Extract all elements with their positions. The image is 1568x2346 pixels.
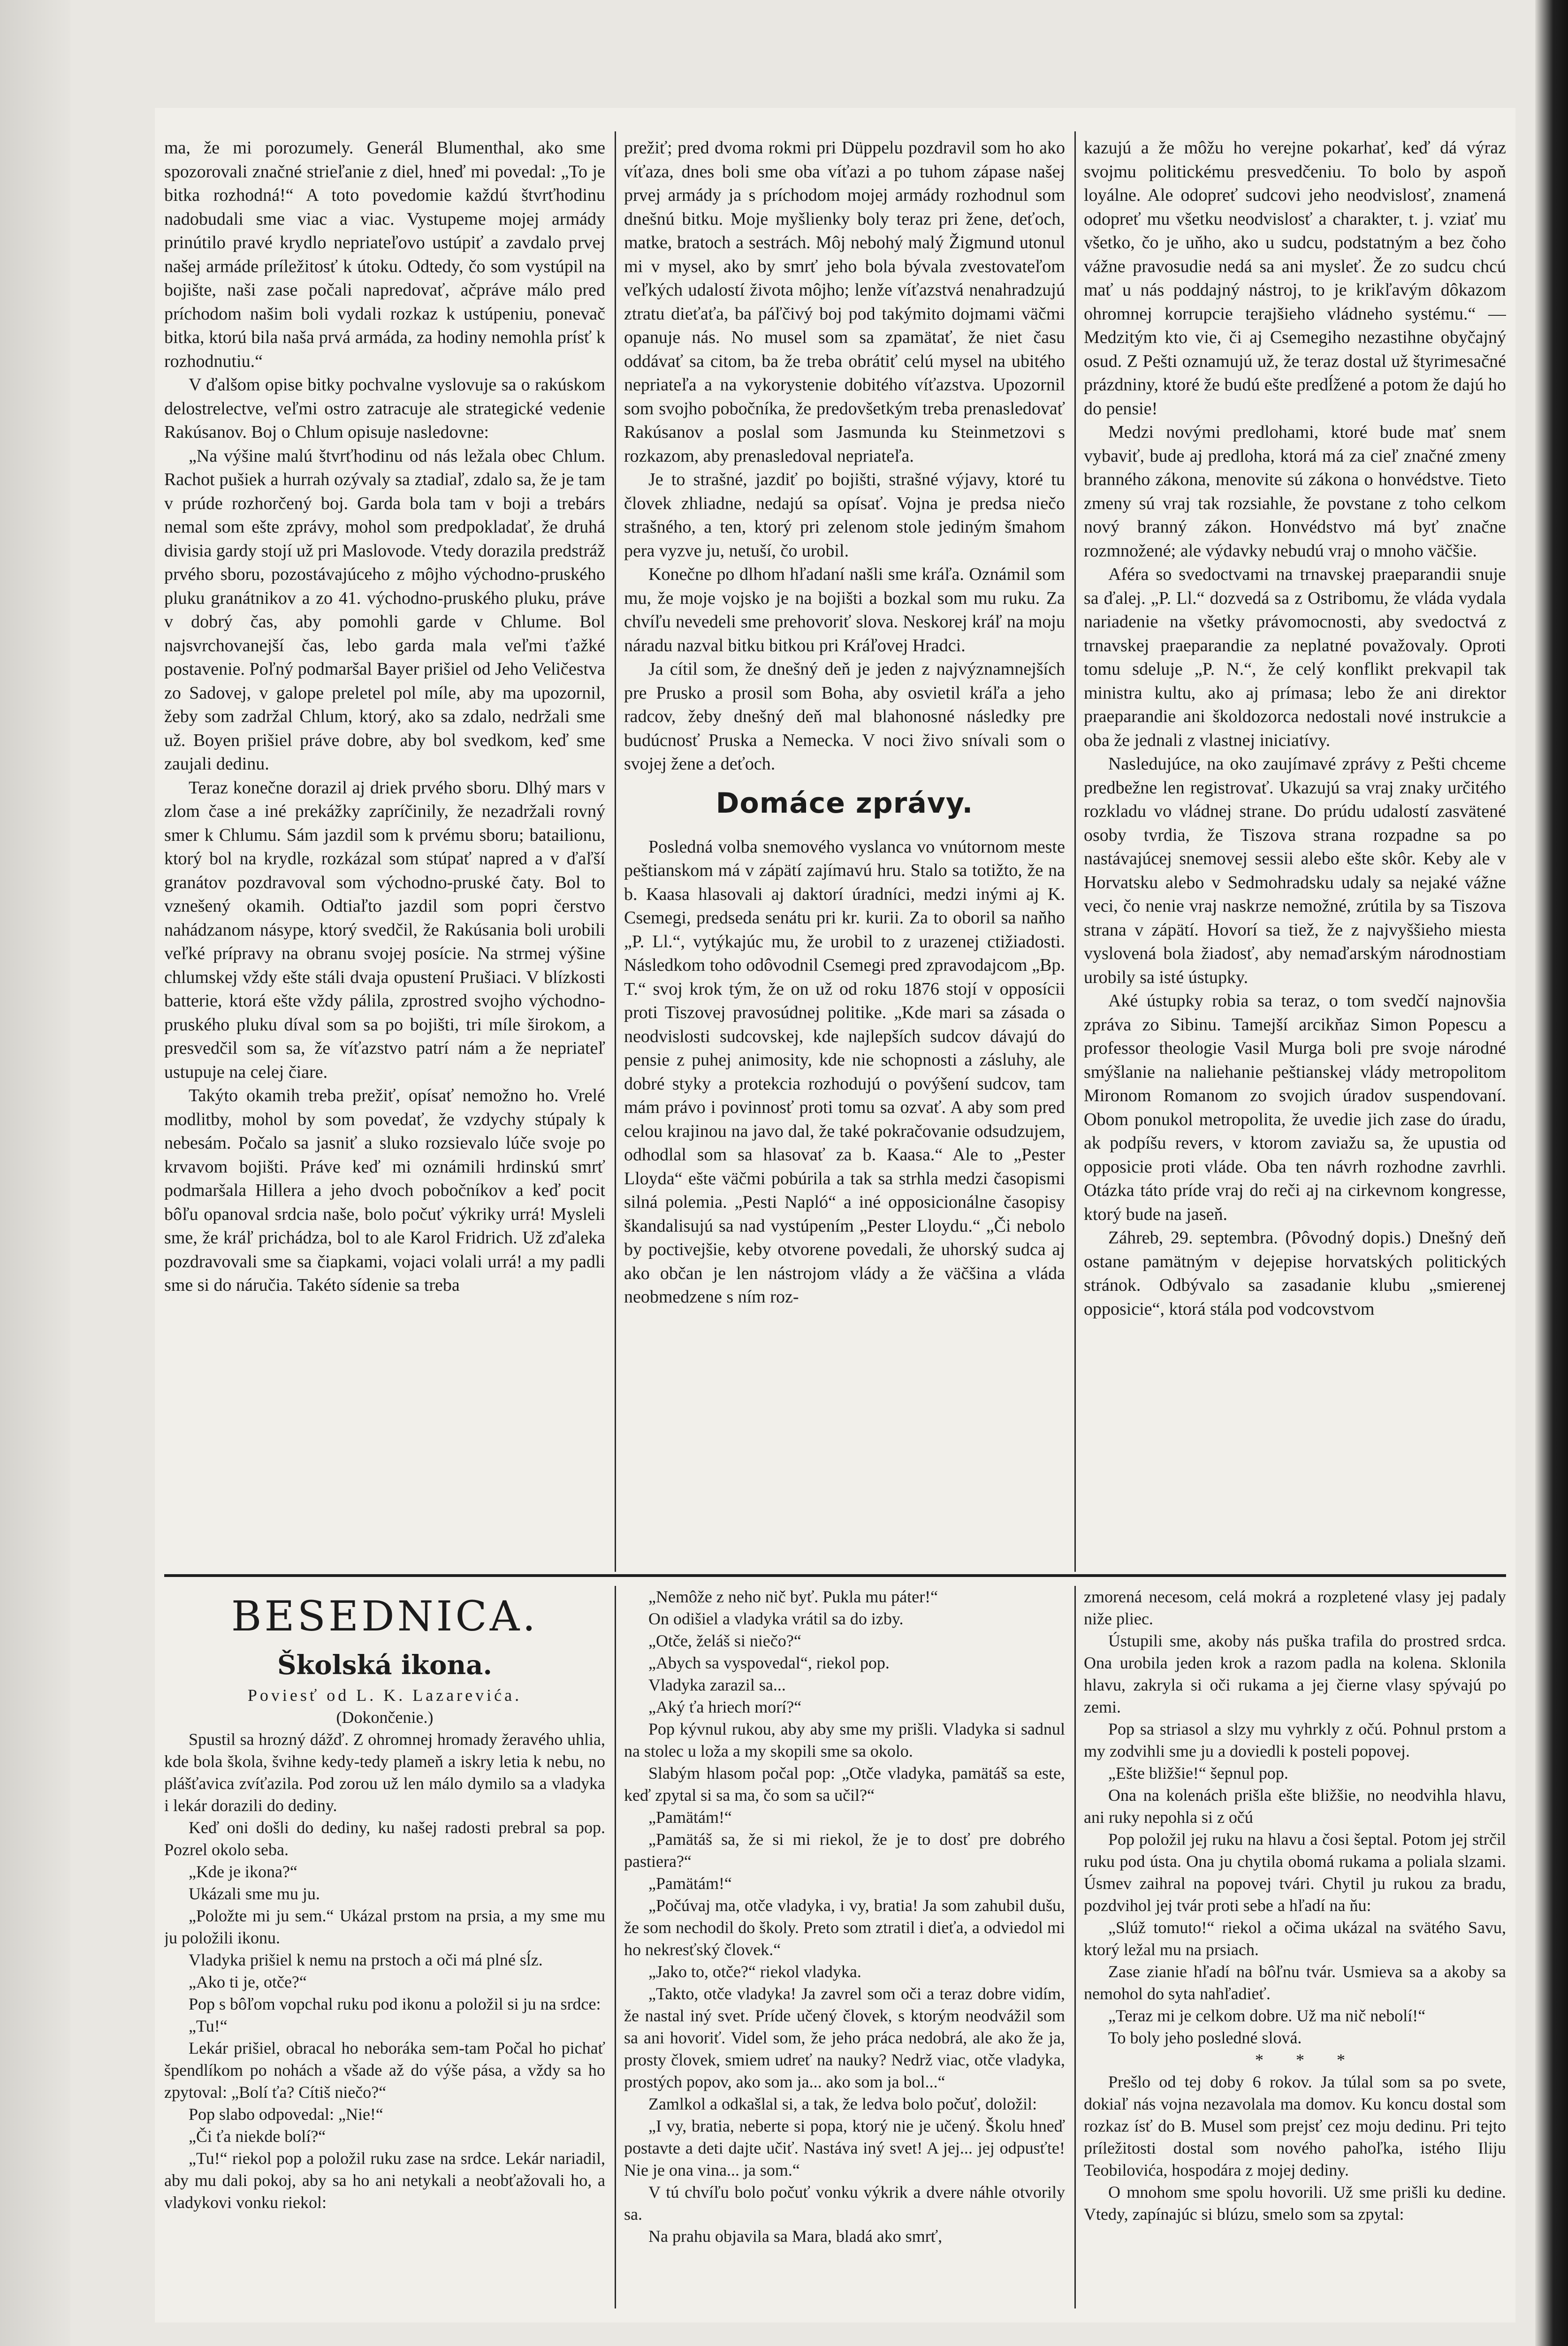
besednica-col2-paragraph: „Aký ťa hriech morí?“ xyxy=(648,1698,802,1716)
besednica-col1-paragraph: Spustil sa hrozný dážď. Z ohromnej hromady žeravého uhlia, kde bola škola, švihne kedy-tedy plameň a iskry letia k nebu, no plášťavica zvíťazila. Pod zorou už len málo dymilo sa a vladyka i lekár dorazili do dediny. xyxy=(164,1730,605,1815)
besednica-col1-paragraph: Ukázali sme mu ju. xyxy=(189,1884,320,1903)
besednica-col3-paragraph: „Teraz mi je celkom dobre. Už ma nič nebolí!“ xyxy=(1108,2006,1426,2025)
besednica-col1-paragraph: Pop s bôľom vopchal ruku pod ikonu a položil si ju na srdce: xyxy=(189,1995,601,2013)
besednica-column-3 xyxy=(1084,1586,1506,2308)
besednica-title: BESEDNICA. xyxy=(231,1592,539,1640)
upper-col3-paragraph: kazujú a že môžu ho verejne pokarhať, keď dá výraz svojmu politickému presvedčeniu. To bolo by aspoň loyálne. Ale odopreť sudcovi jeho neodvislosť, znamená odopreť mu všetku neodvislosť a charakter, t. j. vziať mu všetko, čo je uňho, ako u sudcu, podstatným a bez čoho vážne pravosudie nedá sa ani mysleť. Že zo sudcu chcú mať u nás poddajný nástroj, to je krikľavým dôkazom ohromnej korrupcie terajšieho vládneho systému.“ — Medzitým kto vie, či aj Csemegiho nezastihne obyčajný osud. Z Pešti oznamujú už, že teraz dostal už štyrimesačné prázdniny, ktoré že budú ešte predĺžené a potom že dajú ho do pensie! xyxy=(1084,138,1506,419)
besednica-column-2 xyxy=(624,1586,1065,2308)
upper-col1-paragraph: Teraz konečne dorazil aj driek prvého sboru. Dlhý mars v zlom čase a iné prekážky zapríčinily, že nezadržali rovný smer k Chlumu. Sám jazdil som k prvému sboru; batailionu, ktorý bol na krydle, rozkázal som stúpať napred a v ďaľší granátov pozdravoval som východno-pruské čaty. Bol to vznešený okamih. Odtiaľto jazdil som popri čerstvo nahádzanom násype, ktorý svedčil, že Rakúsania boli urobili veľké prípravy na obranu svojej posície. Na strmej výšine chlumskej vždy ešte stáli dvaja opustení Prušiaci. V blízkosti batterie, ktorá ešte vždy pálila, zprostred svojho východno-pruského pluku díval som sa po bojišti, tri míle širokom, a presvedčil som sa, že víťazstvo patrí nám a že nepriateľ ustupuje na celej čiare. xyxy=(164,777,605,1082)
besednica-col2-paragraph: V tú chvíľu bolo počuť vonku výkrik a dvere náhle otvorily sa. xyxy=(624,2183,1065,2224)
besednica-col3-paragraph: Ústupili sme, akoby nás puška trafila do prostred srdca. Ona urobila jeden krok a razom padla na kolena. Sklonila hlavu, zakryla si oči rukama a jej čierne vlasy spývajú po zemi. xyxy=(1084,1631,1506,1716)
newspaper-page xyxy=(155,108,1515,2323)
besednica-col1-paragraph: Keď oni došli do dediny, ku našej radosti prebral sa pop. Pozrel okolo seba. xyxy=(164,1818,605,1859)
besednica-col2-paragraph: „Nemôže z neho nič byť. Pukla mu páter!“ xyxy=(648,1587,938,1606)
besednica-col3-paragraph: Pop položil jej ruku na hlavu a čosi šeptal. Potom jej strčil ruku pod ústa. Ona ju chytila obomá rukama a polialа slzami. Úsmev zaihral na popovej tvári. Chytil ju rukou za bradu, pozdvihol jej tvár proti sebe a hľadí na ňu: xyxy=(1084,1830,1506,1915)
story-subtitle: (Dokončenie.) xyxy=(336,1708,434,1727)
besednica-col2-paragraph: On odišiel a vladyka vrátil sa do izby. xyxy=(648,1609,904,1628)
besednica-col3-paragraph: Prešlo od tej doby 6 rokov. Ja túlal som sa po svete, dokiaľ nás vojna nezavolala ma domov. Ku koncu dostal som rozkaz ísť do B. Musel som prejsť cez moju dedinu. Pri tejto príležitosti dostal som nového pahoľka, istého Iliju Teobilovića, hospodára z mojej dediny. xyxy=(1084,2072,1506,2179)
besednica-col1-paragraph: „Či ťa niekde bolí?“ xyxy=(189,2127,326,2146)
besednica-col2-paragraph: „Jako to, otče?“ riekol vladyka. xyxy=(648,1962,861,1981)
upper-column-3 xyxy=(1084,136,1506,1567)
besednica-col3-paragraph: „Slúž tomuto!“ riekol a očima ukázal na svätého Savu, ktorý ležal mu na prsiach. xyxy=(1084,1918,1506,1959)
upper-col2-paragraph: Posledná volba snemového vyslanca vo vnútornom meste peštianskom má v zápätí zajímavú hru. Stalo sa totižto, že na b. Kaasa hlasovali aj daktorí úradníci, medzi inými aj K. Csemegi, predseda senátu pri kr. kurii. Za to oboril sa naňho „P. Ll.“, vytýkajúc mu, že urobil to z urazenej ctižiadosti. Následkom toho odôvodnil Csemegi pred zpravodajcom „Bp. T.“ svoj krok tým, že on už od roku 1876 stojí v opposícii proti Tiszovej pravosúdnej politike. „Kde mari sa zásada o neodvislosti sudcovskej, kde najlepších sudcov dávajú do pensie z puhej animosity, kde nie schopnosti a zásluhy, ale dobré styky a protekcia rozhodujú o povýšení sudcov, tam mám právo i povinnosť proti tomu sa ozvať. A aby som pred celou krajinou na javo dal, že také pokračovanie odsudzujem, odhodlal som sa hlasovať za b. Kaasa.“ Ale to „Pester Lloyda“ ešte väčmi pobúrila a tak sa strhla medzi časopismi silná polemia. „Pesti Napló“ a iné opposicionálne časopisy škandalisujú sa nad vystúpením „Pester Lloydu.“ „Či nebolo by poctivejšie, keby otvorene povedali, že uhorský sudca aj ako občan je len nástrojom vlády a že väčšina a vláda neobmedzene s ním roz- xyxy=(624,837,1065,1307)
upper-col3-paragraph: Aféra so svedoctvami na trnavskej praeparandii snuje sa ďalej. „P. Ll.“ dozvedá sa z Ostribomu, že vláda vydala nariadenie na všetky právomocnosti, aby svedoctvá z trnavskej praeparandie za neplatné považovaly. Oproti tomu sdeluje „P. N.“, že celý konflikt prekvapil tak ministra kultu, ako aj prímasa; lebo že ani direktor praeparandie ani školdozorca nedostali nové instrukcie a oba že jednali z vlastnej iniciatívy. xyxy=(1084,564,1506,750)
upper-col2-paragraph: prežiť; pred dvoma rokmi pri Düppelu pozdravil som ho ako víťaza, dnes boli sme oba víťazi a po tuhom zápase našej prvej armády ja s príchodom mojej armády rozhodnul som dnešnú bitku. Moje myšlienky boly teraz pri žene, deťoch, matke, bratoch a sestrách. Môj nebohý malý Žigmund utonul mi v mysel, ako by smrť jeho bola bývala zvestovateľom veľkých udalostí života môjho; lenže víťazstvá nenahradzujú ztratu dieťaťa, ba páľčivý boj pod takýmito dojmami väčmi opanuje nás. No musel som sa zpamätať, že niet času oddávať sa citom, ba že treba obrátiť celú mysel na ubitého nepriateľa a na vykorystenie dobitého víťazstva. Upozornil som svojho pobočníka, že predovšetkým treba prenasledovať Rakúsanov a poslal som Jasmunda ku Steinmetzovi s rozkazom, aby prenasledoval nepriateľa. xyxy=(624,138,1065,466)
upper-col2-paragraph: Ja cítil som, že dnešný deň je jeden z najvýznamnejších pre Prusko a prosil som Boha, aby osvietil kráľa a jeho radcov, žeby dnešný deň mal blahonosné následky pre budúcnosť Pruska a Nemecka. V noci živo snívali som o svojej žene a deťoch. xyxy=(624,659,1065,774)
upper-col1-paragraph: V ďalšom opise bitky pochvalne vyslovuje sa o rakúskom delostrelectve, veľmi ostro zatracuje ale strategické vedenie Rakúsanov. Boj o Chlum opisuje nasledovne: xyxy=(164,375,605,442)
column-rule xyxy=(615,131,616,1572)
besednica-col2-paragraph: Na prahu objavila sa Mara, bladá ako smrť, xyxy=(648,2227,943,2246)
besednica-col2-paragraph: „Abych sa vyspovedal“, riekol pop. xyxy=(648,1653,890,1672)
besednica-col3-paragraph: „Ešte bližšie!“ šepnul pop. xyxy=(1108,1764,1288,1782)
besednica-col2-paragraph: „Pamätám!“ xyxy=(648,1808,732,1827)
column-rule xyxy=(1074,1586,1076,2308)
besednica-col1-paragraph: „Ako ti je, otče?“ xyxy=(189,1973,307,1991)
besednica-col1-paragraph: „Položte mi ju sem.“ Ukázal prstom na prsia, a my sme mu ju položili ikonu. xyxy=(164,1906,605,1947)
besednica-col1-paragraph: Lekár prišiel, obracal ho neboráka sem-tam Počal ho pichať špendlíkom po nohách a všade až do výše pása, a vždy sa ho zpytoval: „Bolí ťa? Cítiš niečo?“ xyxy=(164,2039,605,2102)
section-heading-domace-zpravy: Domáce zprávy. xyxy=(715,786,974,820)
upper-col1-paragraph: „Na výšine malú štvrťhodinu od nás ležala obec Chlum. Rachot pušiek a hurrah ozývaly sa ztadiaľ, zdalo sa, že je tam v prúde rozhorčený boj. Garda bola tam v boji a trebárs nemal som ešte zprávy, mohol som predpokladať, že druhá divisia gardy stojí už pri Maslovode. Vtedy dorazila predstráž prvého sboru, pozostávajúceho z môjho východno-pruského pluku granátnikov a zo 41. východno-pruského pluku, práve v dobrý čas, aby pomohli garde v Chlume. Bol najsvrchovanejší čas, lebo garda mala veľmi ťažké postavenie. Poľný podmaršal Bayer prišiel od Jeho Veličestva zo Sadovej, v galope preletel pol míle, aby ma upozornil, žeby som zadržal Chlum, ktorý, ako sa zdalo, nedržali sme už. Boyen prišiel práve dobre, aby bol svedkom, keď sme zaujali dedinu. xyxy=(164,446,605,774)
besednica-col3-paragraph: O mnohom sme spolu hovorili. Už sme prišli ku dedine. Vtedy, zapínajúc si blúzu, smelo som sa zpytal: xyxy=(1084,2183,1506,2224)
besednica-col1-paragraph: „Kde je ikona?“ xyxy=(189,1862,297,1881)
besednica-col2-paragraph: „Pamätáš sa, že si mi riekol, že je to dosť pre dobrého pastiera?“ xyxy=(624,1830,1065,1871)
upper-col1-paragraph: Takýto okamih treba prežiť, opísať nemožno ho. Vrelé modlitby, mohol by som povedať, že vzdychy stúpaly k nebesám. Počalo sa jasniť a sluko rozsievalo lúče svoje po krvavom bojišti. Práve keď mi oznámili hrdinskú smrť podmaršala Hillera a jeho dvoch pobočníkov a keď pocit bôľu opanoval srdcia naše, bolo počuť výkriky urrá! Mysleli sme, že kráľ prichádza, bol to ale Karol Fridrich. Už zďaleka pozdravovali sme sa čiapkami, vojaci volali urrá! a my padli sme si do náručia. Takéto sídenie sa treba xyxy=(164,1086,605,1295)
besednica-col2-paragraph: „Takto, otče vladyka! Ja zavrel som oči a teraz dobre vidím, že nastal iný svet. Príde učený človek, s ktorým neodvážil som sa ani hovoriť. Videl som, že jeho práca nedobrá, ale ako že ja, prosty človek, smiem udreť na nauky? Nedrž viac, otče vladyka, prostých popov, ako som ja... ako som ja bol...“ xyxy=(624,1984,1065,2091)
besednica-col1-paragraph: Pop slabo odpovedal: „Nie!“ xyxy=(189,2105,383,2124)
upper-column-1 xyxy=(164,136,605,1567)
besednica-col2-paragraph: „Pamätám!“ xyxy=(648,1874,732,1893)
besednica-col2-paragraph: Zamlkol a odkašlal si, a tak, že ledva bolo počuť, doložil: xyxy=(648,2095,1037,2113)
besednica-col2-paragraph: Slabým hlasom počal pop: „Otče vladyka, pamätáš sa este, keď zpytal si sa ma, čo som sa učil?“ xyxy=(624,1764,1065,1805)
section-separator-rule xyxy=(164,1574,1506,1577)
besednica-col3-paragraph: Ona na kolenách prišla ešte bližšie, no neodvihla hlavu, ani ruky nepohla si z očú xyxy=(1084,1786,1506,1827)
upper-col2-paragraph: Je to strašné, jazdiť po bojišti, strašné výjavy, ktoré tu človek zhliadne, nedajú sa opísať. Vojna je predsa niečo strašného, a ten, ktorý pri zelenom stole jediným šmahom pera vyzve ju, netuší, čo urobil. xyxy=(624,470,1065,561)
story-title: Školská ikona. xyxy=(277,1650,492,1681)
besednica-col2-paragraph: „Počúvaj ma, otče vladyka, i vy, bratia! Ja som zahubil dušu, že som nechodil do školy. Preto som ztratil i dieťa, a odviedol mi ho nekresťský človek.“ xyxy=(624,1896,1065,1959)
besednica-column-1 xyxy=(164,1586,605,2308)
column-rule xyxy=(1074,131,1076,1572)
besednica-col2-paragraph: „Otče, želáš si niečo?“ xyxy=(648,1631,801,1650)
besednica-col3-paragraph: Pop sa striasol a slzy mu vyhrkly z očú. Pohnul prstom a my zodvihli sme ju a doviedli k posteli popovej. xyxy=(1084,1720,1506,1760)
upper-col3-paragraph: Aké ústupky robia sa teraz, o tom svedčí najnovšia zpráva zo Sibinu. Tamejší arcikňaz Simon Popescu a professor theologie Vasil Murga boli pre svoje národné smýšlanie na naliehanie peštianskej vlády metropolitom Mironom Romanom zo svojich úradov suspendovaní. Obom ponukol metropolita, že uvedie jich zase do úradu, ak podpíšu revers, v ktorom zaviažu sa, že upustia od opposicie proti vláde. Oba ten návrh rozhodne zavrhli. Otázka táto príde vraj do reči aj na cirkevnom kongresse, ktorý bude na jaseň. xyxy=(1084,991,1506,1224)
besednica-col2-paragraph: Vladyka zarazil sa... xyxy=(648,1676,786,1694)
upper-col2-paragraph: Konečne po dlhom hľadaní našli sme kráľa. Oznámil som mu, že moje vojsko je na bojišti a bozkal som mu ruku. Za chvíľu nevedeli sme prehovoriť slova. Neskorej kráľ na moju náradu nazval bitku bitkou pri Kráľovej Hradci. xyxy=(624,564,1065,655)
besednica-col3-paragraph: To boly jeho posledné slová. xyxy=(1108,2028,1302,2047)
story-byline: Poviesť od L. K. Lazarevića. xyxy=(247,1686,522,1705)
upper-col1-paragraph: ma, že mi porozumely. Generál Blumenthal, ako sme spozorovali značné strieľanie z diel, hneď mi povedal: „To je bitka rozhodná!“ A toto povedomie každú štvrťhodinu nadobudali sme viac a viac. Vystupeme mojej armády prinútilo pravé krydlo nepriateľovo ustúpiť a zavdalo prvej našej armáde príležitosť k útoku. Odtedy, čo som vystúpil na bojište, naši zase počali napredovať, ačpráve málo pred príchodom našim boli vydali rozkaz k ustúpeniu, ponevač bitka, ktorú bila naša prvá armáda, za hodiny nemohla prísť k rozhodnutiu.“ xyxy=(164,138,605,371)
besednica-col3-paragraph: zmorená necesom, celá mokrá a rozpletené vlasy jej padaly niže pliec. xyxy=(1084,1587,1506,1628)
besednica-col2-paragraph: Pop kývnul rukou, aby aby sme my prišli. Vladyka si sadnul na stolec u loža a my skopili sme sa okolo. xyxy=(624,1720,1065,1760)
besednica-col3-paragraph: Zase zianie hľadí na bôľnu tvár. Usmieva sa a akoby sa nemohol do syta nahľadieť. xyxy=(1084,1962,1506,2003)
besednica-col2-paragraph: „I vy, bratia, neberte si popa, ktorý nie je učený. Školu hneď postavte a deti dajte učiť. Nastáva iný svet! A jej... jej odpusťte! Nie je ona vina... ja som.“ xyxy=(624,2117,1065,2179)
upper-column-2 xyxy=(624,136,1065,1567)
section-stars-divider: * * * xyxy=(1255,2050,1359,2069)
upper-col3-paragraph: Medzi novými predlohami, ktoré bude mať snem vybaviť, bude aj predloha, ktorá má za cieľ značné zmeny branného zákona, menovite sú zákona o honvédstve. Tieto zmeny sú vraj tak rozsiahle, že povstane z toho celkom nový branný zákon. Honvédstvo má byť značne rozmnožené; ale výdavky nebudú vraj o mnoho väčšie. xyxy=(1084,422,1506,561)
scan-edge-right xyxy=(1535,0,1568,2346)
besednica-col1-paragraph: Vladyka prišiel k nemu na prstoch a oči má plné sĺz. xyxy=(189,1950,543,1969)
upper-col3-paragraph: Nasledujúce, na oko zaujímavé zprávy z Pešti chceme predbežne len registrovať. Ukazujú sa vraj znaky určitého rozkladu vo vládnej strane. Do prúdu udalostí zasvätené osoby tvrdia, že Tiszova strana rozpadne sa po nastávajúcej snemovej sessii alebo ešte skôr. Keby ale v Horvatsku alebo v Sedmohradsku udaly sa nejaké vážne veci, čo nenie vraj naskrze nemožné, zrútila by sa Tiszova strana v zápätí. Hovorí sa tiež, že z najvyššieho miesta vyslovená bola žiadosť, aby nemaďarským národnostiam urobily sa isté ústupky. xyxy=(1084,754,1506,987)
upper-col3-paragraph: Záhreb, 29. septembra. (Pôvodný dopis.) Dnešný deň ostane pamätným v dejepise horvatských politických stránok. Odbývalo sa zasadanie klubu „smierenej opposicie“, ktorá stála pod vodcovstvom xyxy=(1084,1228,1506,1319)
scan-edge-left xyxy=(0,0,70,2346)
column-rule xyxy=(615,1586,616,2308)
besednica-col1-paragraph: „Tu!“ xyxy=(189,2017,228,2035)
besednica-col1-paragraph: „Tu!“ riekol pop a položil ruku zase na srdce. Lekár nariadil, aby mu dali pokoj, aby sa ho ani netykali a neobťažovali ho, a vladykovi vonku riekol: xyxy=(164,2149,605,2212)
